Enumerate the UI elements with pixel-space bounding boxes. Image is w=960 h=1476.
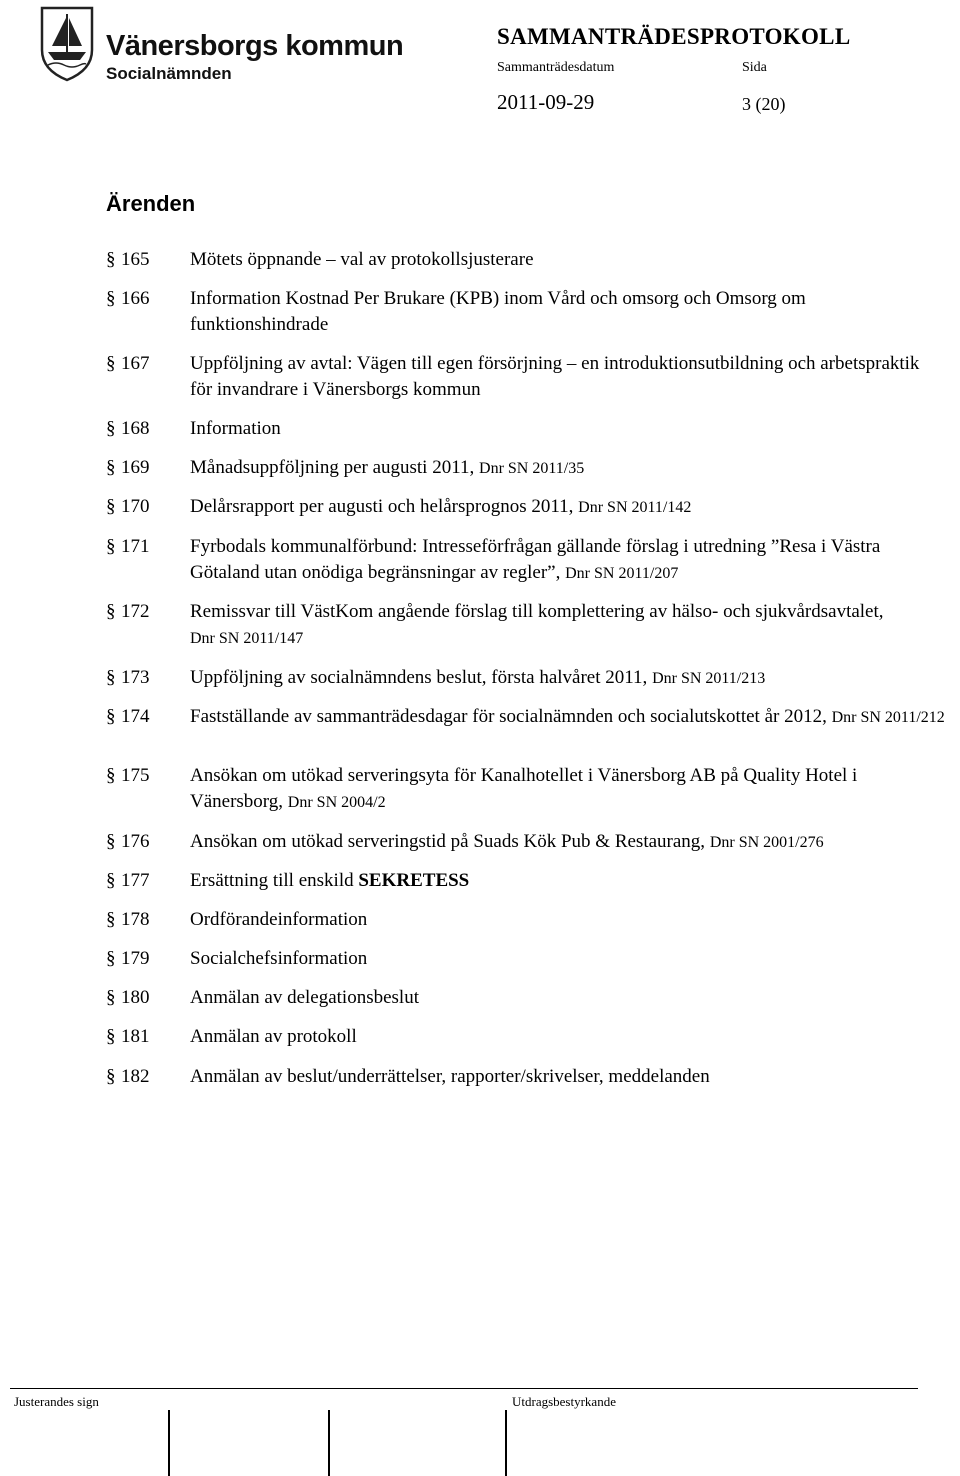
paragraph-symbol: § xyxy=(106,765,116,786)
dnr-reference: Dnr SN 2011/147 xyxy=(190,630,304,647)
paragraph-symbol: § xyxy=(106,353,116,374)
signature-box-divider xyxy=(505,1410,507,1476)
item-number: 174 xyxy=(121,706,150,727)
paragraph-symbol: § xyxy=(106,536,116,557)
item-text: Ansökan om utökad serveringsyta för Kanalhotellet i Vänersborg AB på Quality Hotel i Vänersborg, Dnr SN 2004/2 xyxy=(190,765,858,812)
paragraph-symbol: § xyxy=(106,601,116,622)
paragraph-symbol: § xyxy=(106,909,116,930)
item-number: 182 xyxy=(121,1066,150,1087)
paragraph-symbol: § xyxy=(106,418,116,439)
item-text: Information Kostnad Per Brukare (KPB) inom Vård och omsorg och Omsorg om funktionshindrade xyxy=(190,288,806,335)
item-text: Ordförandeinformation xyxy=(190,909,368,930)
item-text: Anmälan av beslut/underrättelser, rapporter/skrivelser, meddelanden xyxy=(190,1066,710,1087)
item-number: 165 xyxy=(121,249,150,270)
paragraph-symbol: § xyxy=(106,249,116,270)
item-number: 171 xyxy=(121,536,150,557)
dnr-reference: Dnr SN 2011/207 xyxy=(565,565,679,582)
municipality-logo xyxy=(36,0,404,100)
signature-box-divider xyxy=(328,1410,330,1476)
item-text: Uppföljning av avtal: Vägen till egen försörjning – en introduktionsutbildning och arbetspraktik för invandrare i Vänersborgs kommun xyxy=(190,353,920,400)
document-type: SAMMANTRÄDESPROTOKOLL xyxy=(497,24,851,49)
section-title: Ärenden xyxy=(106,191,196,216)
dnr-reference: Dnr SN 2011/142 xyxy=(578,499,692,516)
item-text: Remissvar till VästKom angående förslag till komplettering av hälso- och sjukvårdsavtalet, Dnr SN 2011/147 xyxy=(190,601,884,647)
dnr-reference: Dnr SN 2001/276 xyxy=(709,834,824,851)
item-text: Ansökan om utökad serveringstid på Suads Kök Pub & Restaurang, Dnr SN 2001/276 xyxy=(190,831,824,852)
item-number: 177 xyxy=(121,870,150,891)
paragraph-symbol: § xyxy=(106,288,116,309)
paragraph-symbol: § xyxy=(106,496,116,517)
item-number: 170 xyxy=(121,496,150,517)
item-text: Ersättning till enskild SEKRETESS xyxy=(190,870,470,891)
date-label: Sammanträdesdatum xyxy=(497,60,615,75)
dnr-reference: Dnr SN 2011/213 xyxy=(652,670,766,687)
paragraph-symbol: § xyxy=(106,1066,116,1087)
ship-shield-icon xyxy=(36,0,98,82)
item-text: Mötets öppnande – val av protokollsjusterare xyxy=(190,249,534,270)
item-number: 169 xyxy=(121,457,150,478)
paragraph-symbol: § xyxy=(106,987,116,1008)
footer-divider xyxy=(10,1388,918,1389)
item-text: Anmälan av protokoll xyxy=(190,1026,357,1047)
paragraph-symbol: § xyxy=(106,706,116,727)
dnr-reference: Dnr SN 2011/35 xyxy=(479,460,585,477)
paragraph-symbol: § xyxy=(106,1026,116,1047)
dnr-reference: Dnr SN 2004/2 xyxy=(287,794,386,811)
paragraph-symbol: § xyxy=(106,667,116,688)
item-number: 175 xyxy=(121,765,150,786)
page-number: 3 (20) xyxy=(742,94,786,114)
item-number: 168 xyxy=(121,418,150,439)
item-text: Socialchefsinformation xyxy=(190,948,368,969)
paragraph-symbol: § xyxy=(106,870,116,891)
meeting-date: 2011-09-29 xyxy=(497,90,595,114)
item-text: Fastställande av sammanträdesdagar för socialnämnden och socialutskottet år 2012, Dnr SN 2011/212 xyxy=(190,706,945,727)
item-number: 166 xyxy=(121,288,150,309)
signature-box-divider xyxy=(168,1410,170,1476)
item-number: 173 xyxy=(121,667,150,688)
paragraph-symbol: § xyxy=(106,831,116,852)
certification-label: Utdragsbestyrkande xyxy=(512,1394,616,1409)
page-label: Sida xyxy=(742,60,767,75)
item-number: 167 xyxy=(121,353,150,374)
dnr-reference: Dnr SN 2011/212 xyxy=(831,709,945,726)
item-number: 172 xyxy=(121,601,150,622)
item-text: Anmälan av delegationsbeslut xyxy=(190,987,419,1008)
item-text: Fyrbodals kommunalförbund: Intresseförfrågan gällande förslag i utredning ”Resa i Västra Götaland utan onödiga begränsningar av regler”, Dnr SN 2011/207 xyxy=(190,536,881,583)
item-number: 178 xyxy=(121,909,150,930)
signature-label: Justerandes sign xyxy=(14,1394,99,1409)
paragraph-symbol: § xyxy=(106,457,116,478)
confidential-marker: SEKRETESS xyxy=(358,870,470,891)
org-name: Vänersborgs kommun xyxy=(106,30,404,62)
item-text: Månadsuppföljning per augusti 2011, Dnr SN 2011/35 xyxy=(190,457,585,478)
item-text: Uppföljning av socialnämndens beslut, första halvåret 2011, Dnr SN 2011/213 xyxy=(190,667,766,688)
item-text: Information xyxy=(190,418,281,439)
item-number: 179 xyxy=(121,948,150,969)
paragraph-symbol: § xyxy=(106,948,116,969)
item-text: Delårsrapport per augusti och helårsprognos 2011, Dnr SN 2011/142 xyxy=(190,496,692,517)
item-number: 181 xyxy=(121,1026,150,1047)
item-number: 176 xyxy=(121,831,150,852)
org-subtitle: Socialnämnden xyxy=(106,64,232,83)
item-number: 180 xyxy=(121,987,150,1008)
